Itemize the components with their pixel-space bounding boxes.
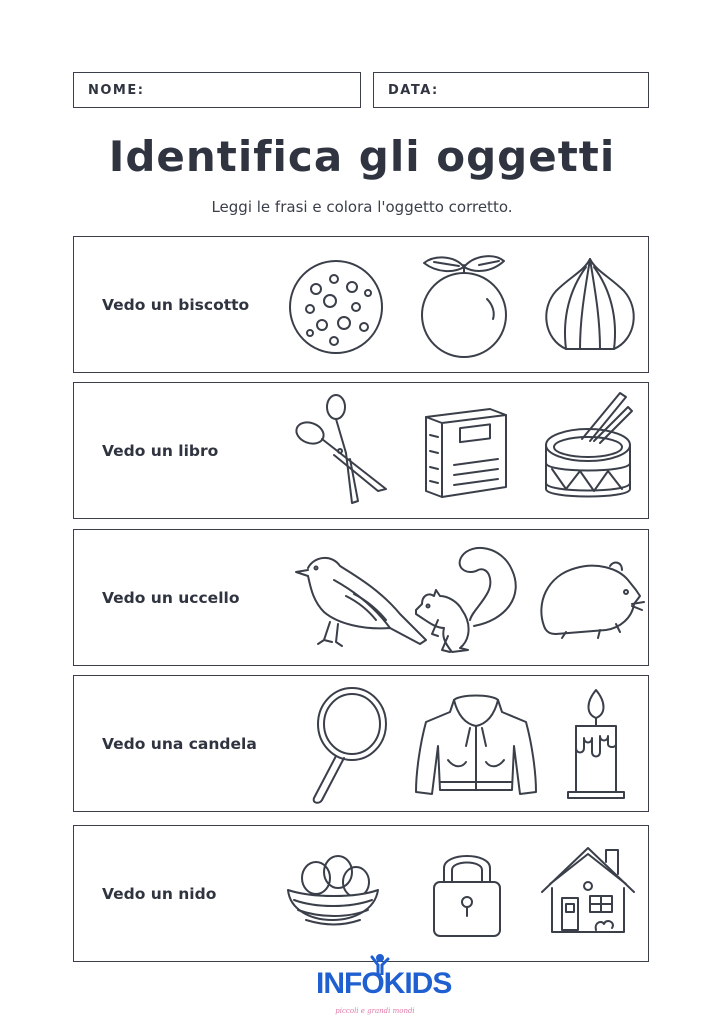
page-instructions: Leggi le frasi e colora l'oggetto corretto.: [211, 198, 513, 216]
exercise-row-nest: [73, 825, 649, 962]
row-sentence: Vedo una candela: [102, 734, 257, 753]
name-field[interactable]: [73, 72, 361, 108]
drum-icon[interactable]: [542, 389, 634, 507]
house-icon[interactable]: [540, 842, 636, 938]
exercise-row-candle: [73, 675, 649, 812]
book-icon[interactable]: [420, 405, 510, 501]
page-title: Identifica gli oggetti: [108, 132, 616, 181]
cookie-icon[interactable]: [286, 249, 386, 361]
candle-icon[interactable]: [564, 686, 628, 802]
jacket-icon[interactable]: [414, 694, 538, 798]
garlic-icon[interactable]: [540, 255, 640, 355]
scissors-icon[interactable]: [290, 393, 390, 508]
exercise-row-cookie: [73, 236, 649, 373]
hamster-icon[interactable]: [536, 556, 642, 640]
nest-icon[interactable]: [286, 856, 380, 938]
logo-brand: INFOKIDS: [316, 967, 452, 1000]
padlock-icon[interactable]: [430, 846, 504, 940]
bird-icon[interactable]: [294, 550, 424, 650]
date-label: DATA:: [388, 82, 439, 98]
squirrel-icon[interactable]: [414, 540, 524, 655]
exercise-row-bird: [73, 529, 649, 666]
name-label: NOME:: [88, 82, 145, 98]
row-sentence: Vedo un libro: [102, 441, 219, 460]
row-sentence: Vedo un uccello: [102, 588, 240, 607]
magnifying-glass-icon[interactable]: [310, 686, 390, 804]
exercise-row-book: [73, 382, 649, 519]
orange-icon[interactable]: [419, 247, 509, 362]
row-sentence: Vedo un nido: [102, 884, 217, 903]
date-field[interactable]: [373, 72, 649, 108]
logo-tagline: piccoli e grandi mondi: [335, 1007, 415, 1015]
infokids-logo: [300, 963, 452, 1023]
row-sentence: Vedo un biscotto: [102, 295, 250, 314]
